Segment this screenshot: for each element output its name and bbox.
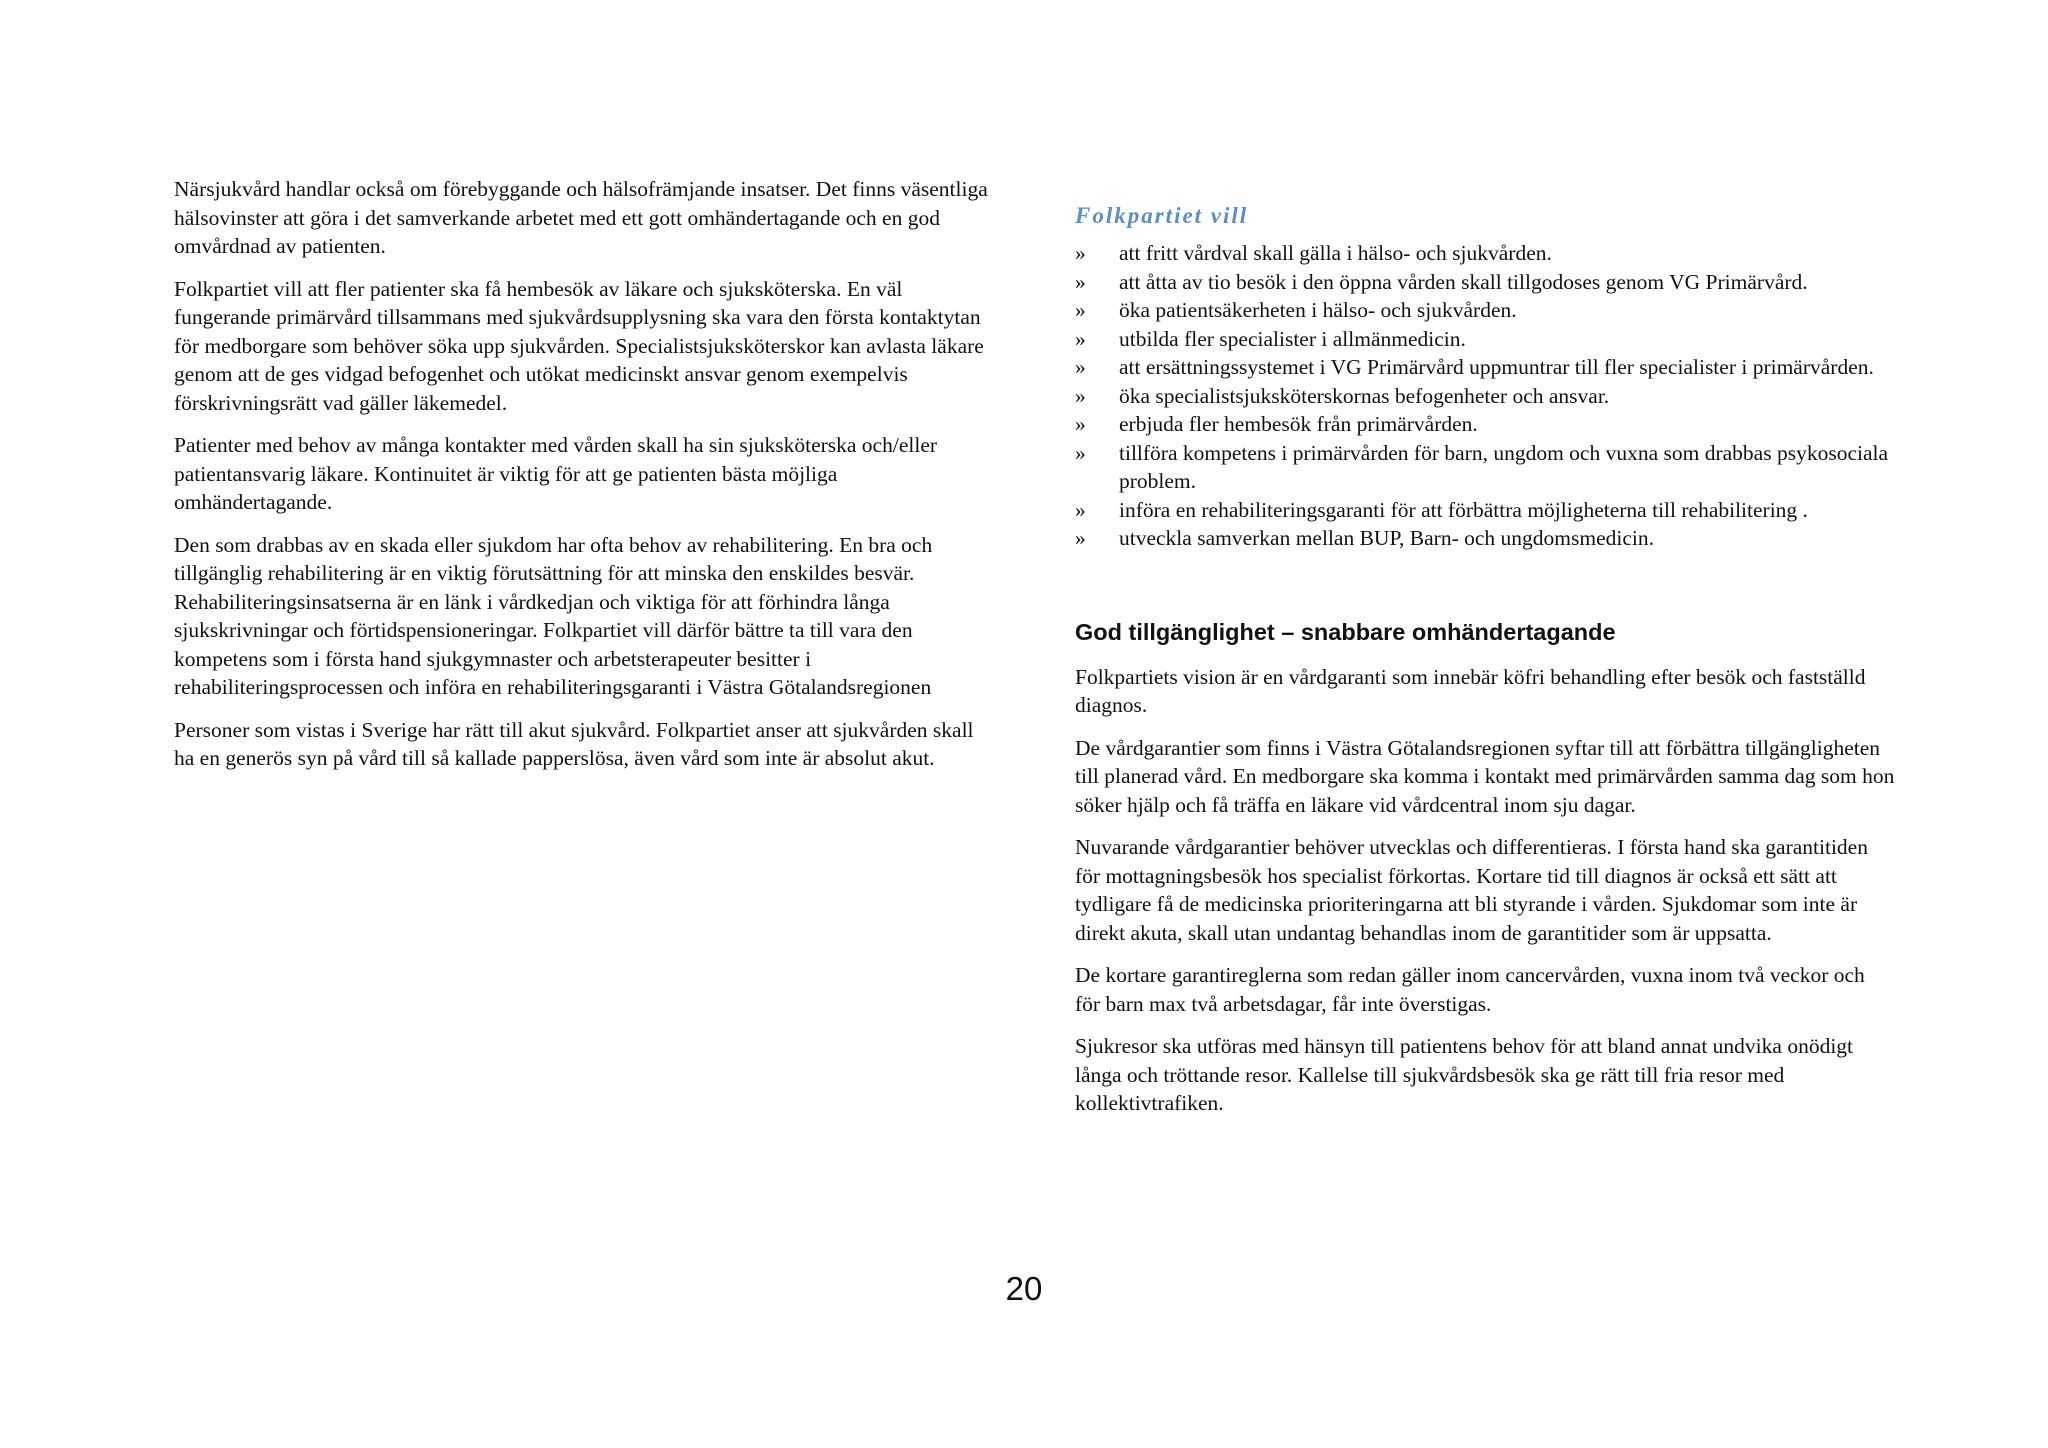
bullet-marker: » bbox=[1075, 526, 1086, 550]
paragraph: Patienter med behov av många kontakter med vården skall ha sin sjuksköterska och/eller patientansvarig läkare. Kontinuitet är viktig för att ge patienten bästa möjliga omhändertagande. bbox=[174, 433, 938, 514]
section-heading: God tillgänglighet – snabbare omhändertagande bbox=[1075, 618, 1616, 645]
list-item bbox=[1075, 439, 1895, 496]
paragraph: De vårdgarantier som finns i Västra Götalandsregionen syftar till att förbättra tillgängligheten till planerad vård. En medborgare ska komma i kontakt med primärvården samma dag som hon söker hjälp och få träffa en läkare vid vårdcentral inom sju dagar. bbox=[1075, 735, 1895, 817]
bullet-marker: » bbox=[1075, 412, 1086, 436]
list-item-text: att fritt vårdval skall gälla i hälso- och sjukvården. bbox=[1119, 241, 1552, 265]
list-item bbox=[1075, 410, 1895, 439]
list-item-text: öka patientsäkerheten i hälso- och sjukvården. bbox=[1119, 298, 1517, 322]
paragraph: Nuvarande vårdgarantier behöver utvecklas och differentieras. I första hand ska garantitiden för mottagningsbesök hos specialist förkortas. Kortare tid till diagnos är också ett sätt att tydligare få de medicinska prioriteringarna att bli styrande i vården. Sjukdomar som inte är direkt akuta, skall utan undantag behandlas inom de garantitider som är uppsatta. bbox=[1075, 835, 1868, 945]
list-item bbox=[1075, 353, 1895, 382]
list-item-text: utveckla samverkan mellan BUP, Barn- och ungdomsmedicin. bbox=[1119, 526, 1654, 550]
bullet-marker: » bbox=[1075, 383, 1086, 408]
list-item bbox=[1075, 268, 1895, 297]
list-item bbox=[1075, 524, 1895, 553]
paragraph: Närsjukvård handlar också om förebyggande och hälsofrämjande insatser. Det finns väsentliga hälsovinster att göra i det samverkande arbetet med ett gott omhändertagande och en god omvårdnad av patienten. bbox=[174, 177, 988, 258]
bullet-marker: » bbox=[1075, 241, 1086, 265]
bullet-marker: » bbox=[1075, 269, 1086, 294]
list-item-text: utbilda fler specialister i allmänmedicin. bbox=[1119, 326, 1466, 351]
bullet-marker: » bbox=[1075, 497, 1086, 522]
list-item bbox=[1075, 325, 1895, 354]
paragraph: Folkpartiet vill att fler patienter ska få hembesök av läkare och sjuksköterska. En väl fungerande primärvård tillsammans med sjukvårdsupplysning ska vara den första kontaktytan för medborgare som behöver söka upp sjukvården. Specialistsjuksköterskor kan avlasta läkare genom att de ges vidgad befogenhet och utökat medicinskt ansvar genom exempelvis förskrivningsrätt vad gäller läkemedel. bbox=[174, 276, 984, 415]
paragraph: Personer som vistas i Sverige har rätt till akut sjukvård. Folkpartiet anser att sjukvården skall ha en generös syn på vård till så kallade papperslösa, även vård som inte är absolut akut. bbox=[174, 717, 974, 770]
bullet-marker: » bbox=[1075, 298, 1086, 322]
list-item-text: erbjuda fler hembesök från primärvården. bbox=[1119, 412, 1478, 436]
bullet-marker: » bbox=[1075, 355, 1086, 379]
list-item-text: öka specialistsjuksköterskornas befogenheter och ansvar. bbox=[1119, 383, 1610, 408]
list-item bbox=[1075, 382, 1895, 411]
list-item-text: tillföra kompetens i primärvården för barn, ungdom och vuxna som drabbas psykosociala problem. bbox=[1119, 440, 1889, 493]
paragraph: Folkpartiets vision är en vårdgaranti som innebär köfri behandling efter besök och fastställd diagnos. bbox=[1075, 664, 1866, 717]
list-item bbox=[1075, 239, 1895, 268]
paragraph: De kortare garantireglerna som redan gäller inom cancervården, vuxna inom två veckor och för barn max två arbetsdagar, får inte överstigas. bbox=[1075, 963, 1865, 1016]
list-item-text: att ersättningssystemet i VG Primärvård uppmuntrar till fler specialister i primärvården. bbox=[1119, 355, 1874, 379]
right-column bbox=[1075, 175, 1895, 1132]
left-column bbox=[174, 175, 989, 787]
list-item-text: införa en rehabiliteringsgaranti för att förbättra möjligheterna till rehabilitering . bbox=[1119, 497, 1808, 522]
subheading-folkpartiet-vill: Folkpartiet vill bbox=[1075, 203, 1249, 228]
paragraph: Sjukresor ska utföras med hänsyn till patientens behov för att bland annat undvika onödigt långa och tröttande resor. Kallelse till sjukvårdsbesök ska ge rätt till fria resor med kollektivtrafiken. bbox=[1075, 1034, 1854, 1115]
paragraph: Den som drabbas av en skada eller sjukdom har ofta behov av rehabilitering. En bra och tillgänglig rehabilitering är en viktig förutsättning för att minska den enskildes besvär. Rehabiliteringsinsatserna är en länk i vårdkedjan och viktiga för att förhindra långa sjukskrivningar och förtidspensioneringar. Folkpartiet vill därför bättre ta till vara den kompetens som i första hand sjukgymnaster och arbetsterapeuter besitter i rehabiliteringsprocessen och införa en rehabiliteringsgaranti i Västra Götalandsregionen bbox=[174, 532, 933, 699]
page-number: 20 bbox=[1005, 1270, 1043, 1307]
list-item bbox=[1075, 296, 1895, 325]
bullet-marker: » bbox=[1075, 326, 1086, 351]
bullet-marker: » bbox=[1075, 440, 1086, 465]
bullet-list bbox=[1075, 239, 1895, 553]
list-item bbox=[1075, 496, 1895, 525]
list-item-text: att åtta av tio besök i den öppna vården skall tillgodoses genom VG Primärvård. bbox=[1119, 269, 1808, 294]
